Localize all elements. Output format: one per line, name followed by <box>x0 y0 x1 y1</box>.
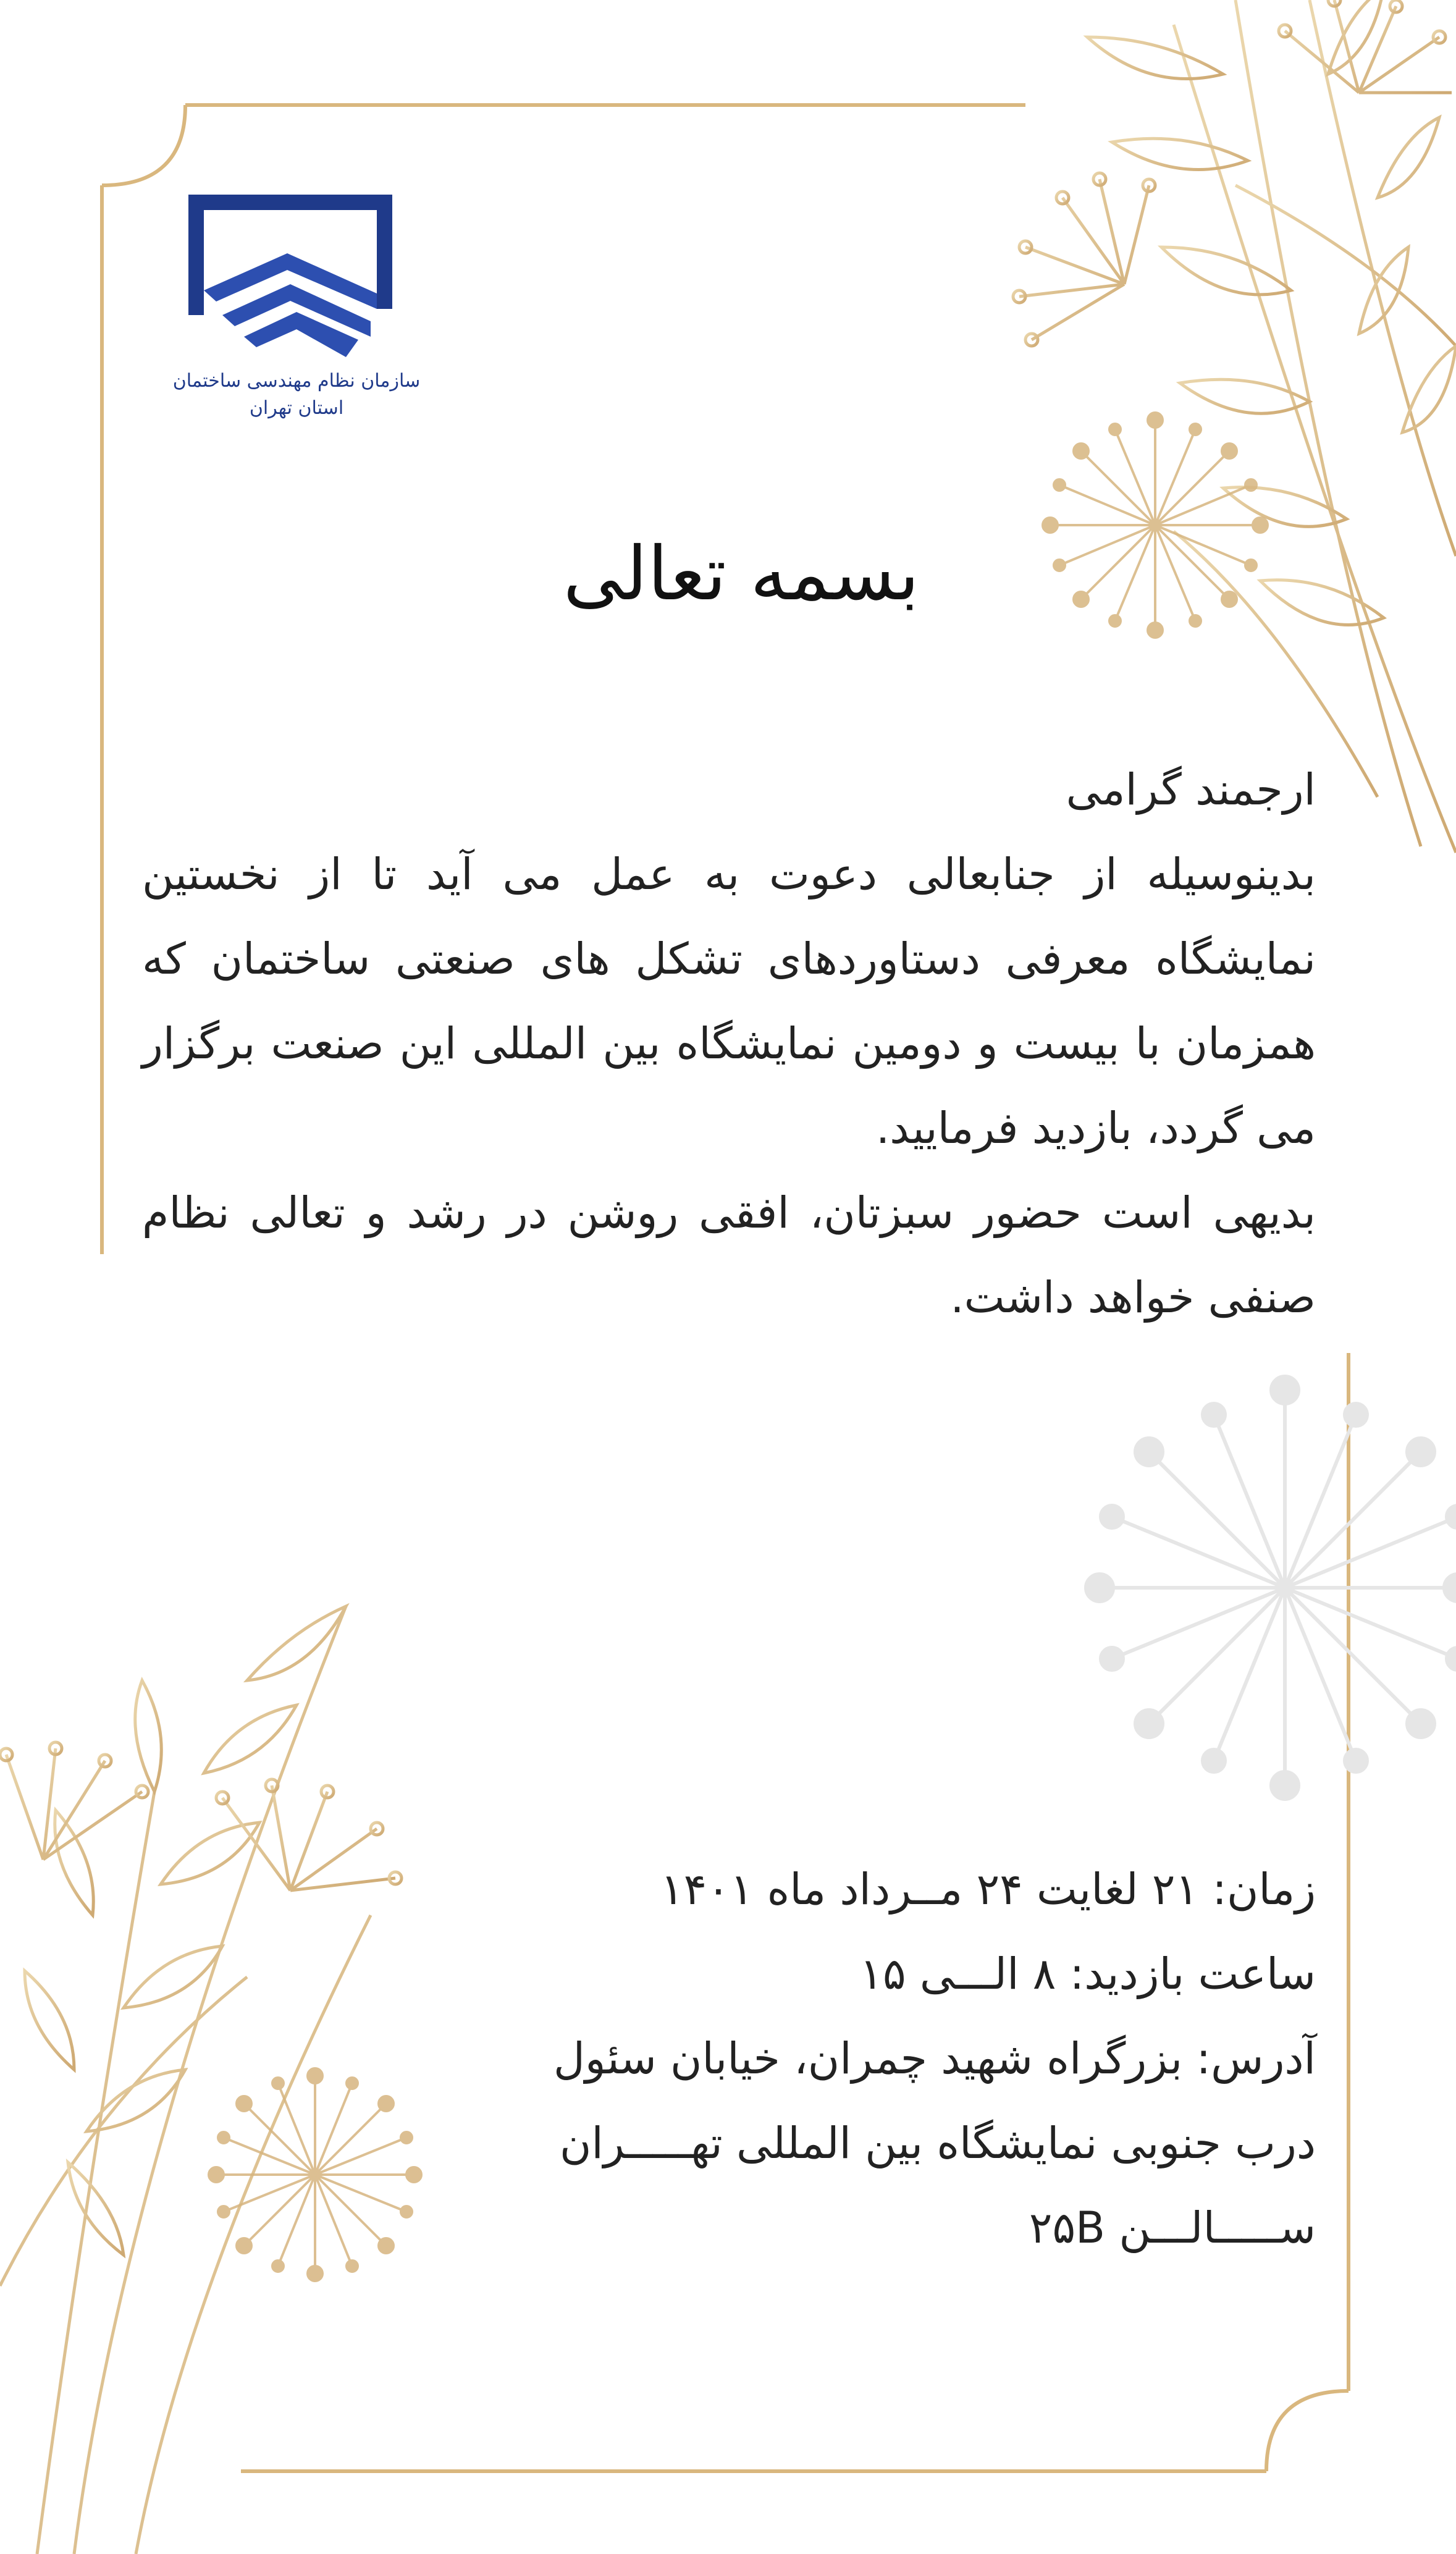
event-date: زمان: ۲۱ لغایت ۲۴ مــرداد ماه ۱۴۰۱ <box>660 1864 1316 1915</box>
bottom-left-flowers <box>0 1606 402 2554</box>
top-right-dandelion <box>1043 413 1268 638</box>
letter-paragraph-1: بدینوسیله از جنابعالی دعوت به عمل می آید تا از نخستین نمایشگاه معرفی دستاوردهای تشکل های صنعتی ساختمان که همزمان با بیست و دومین نمایشگاه بین المللی این صنعت برگزار می گردد، بازدید فرمایید. <box>142 849 1316 1153</box>
event-hours: ساعت بازدید: ۸ الـــی ۱۵ <box>859 1949 1316 1999</box>
top-right-flowers <box>1013 0 1456 853</box>
engineering-organization-logo-icon <box>188 195 392 357</box>
logo-line-2: استان تهران <box>249 397 344 419</box>
page-heading: بسمه تعالی <box>563 531 920 617</box>
letter-paragraph-2: بدیهی است حضور سبزتان، افقی روشن در رشد و تعالی نظام صنفی خواهد داشت. <box>142 1187 1316 1323</box>
grey-dandelion <box>1086 1376 1456 1799</box>
logo-line-1: سازمان نظام مهندسی ساختمان <box>172 370 421 392</box>
letter-greeting: ارجمند گرامی <box>1066 764 1316 815</box>
bottom-left-dandelion <box>209 2068 421 2281</box>
event-address-1: آدرس: بزرگراه شهید چمران، خیابان سئول <box>553 2033 1316 2084</box>
event-address-2: درب جنوبی نمایشگاه بین المللی تهـــــران <box>560 2118 1316 2168</box>
event-hall: ســـــالـــن ۲۵B <box>1029 2202 1316 2253</box>
event-details <box>420 1847 1316 2270</box>
logo-caption <box>167 368 426 422</box>
letter-body <box>142 748 1316 1340</box>
